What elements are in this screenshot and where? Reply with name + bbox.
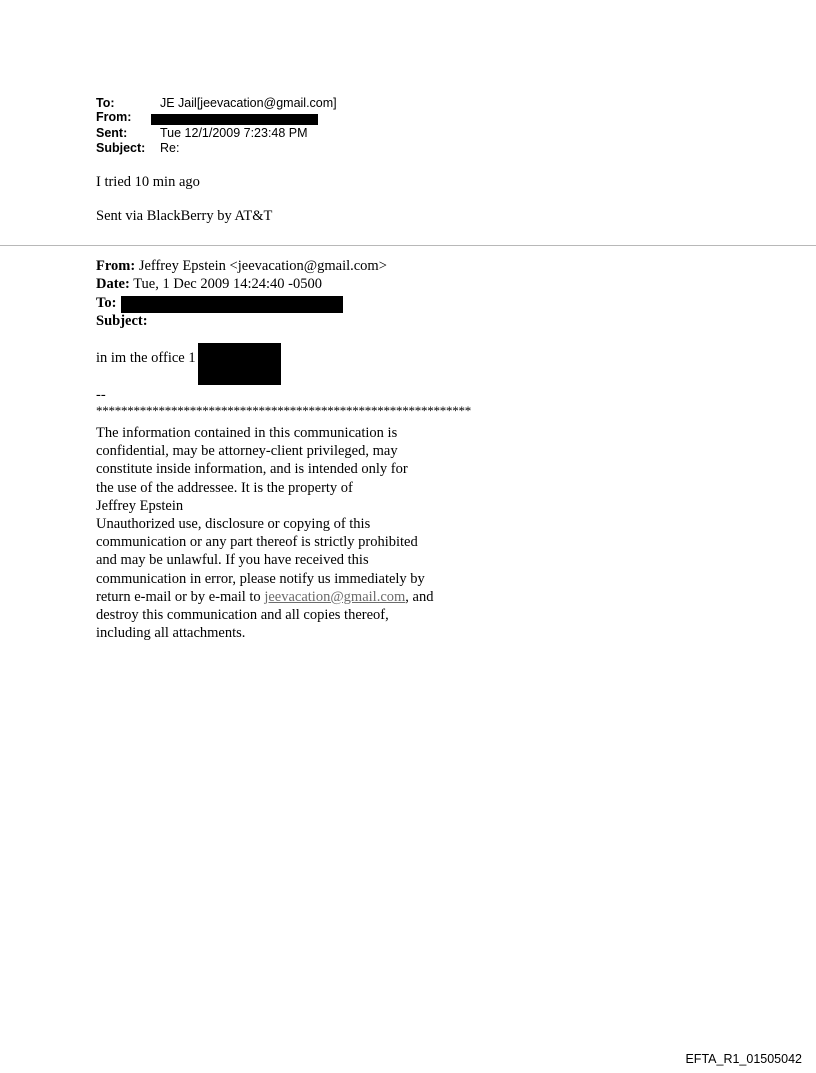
sent-label: Sent:	[96, 126, 128, 140]
disclaimer-line: the use of the addressee. It is the property of	[96, 479, 353, 496]
disclaimer	[96, 424, 433, 642]
subject-value: Re:	[160, 141, 180, 155]
disclaimer-line: constitute inside information, and is intended only for	[96, 461, 408, 478]
reply-line-1: I tried 10 min ago	[96, 174, 200, 190]
to-value: JE Jail[jeevacation@gmail.com]	[160, 96, 337, 110]
disclaimer-line: Unauthorized use, disclosure or copying of this	[96, 516, 371, 533]
redaction-bar	[151, 114, 318, 125]
disclaimer-return-prefix: return e-mail or by e-mail to	[96, 588, 265, 605]
redaction-bar	[198, 343, 281, 385]
message-divider	[0, 245, 816, 246]
disclaimer-return-suffix: , and	[405, 588, 434, 605]
quoted-body: in im the office 1	[96, 350, 196, 366]
quoted-subject-row	[96, 312, 148, 330]
quoted-from-value: Jeffrey Epstein <jeevacation@gmail.com>	[135, 258, 387, 274]
document-id: EFTA_R1_01505042	[685, 1052, 802, 1066]
disclaimer-line: destroy this communication and all copies thereof,	[96, 607, 389, 624]
disclaimer-line: Jeffrey Epstein	[96, 497, 184, 514]
quoted-to-label: To:	[96, 295, 117, 311]
sent-value: Tue 12/1/2009 7:23:48 PM	[160, 126, 308, 140]
email-link[interactable]: jeevacation@gmail.com	[264, 588, 406, 605]
signature-dashes: --	[96, 387, 106, 403]
to-label: To:	[96, 96, 115, 110]
signature-stars: ************************************************************	[96, 403, 471, 418]
disclaimer-line: and may be unlawful. If you have received this	[96, 552, 369, 569]
quoted-from-label: From:	[96, 258, 136, 274]
quoted-to-row	[96, 294, 116, 312]
subject-label: Subject:	[96, 141, 146, 155]
disclaimer-line: confidential, may be attorney-client privileged, may	[96, 443, 398, 460]
disclaimer-line: communication or any part thereof is strictly prohibited	[96, 534, 418, 551]
quoted-from-row	[96, 257, 387, 275]
disclaimer-line-email	[96, 588, 433, 606]
quoted-date-row	[96, 275, 322, 293]
reply-line-2: Sent via BlackBerry by AT&T	[96, 208, 273, 224]
disclaimer-line: communication in error, please notify us immediately by	[96, 570, 425, 587]
disclaimer-line: The information contained in this communication is	[96, 425, 398, 441]
redaction-bar	[121, 296, 343, 313]
from-label: From:	[96, 110, 132, 124]
quoted-date-label: Date:	[96, 276, 130, 292]
quoted-date-value: Tue, 1 Dec 2009 14:24:40 -0500	[129, 276, 322, 292]
disclaimer-line: including all attachments.	[96, 625, 246, 642]
quoted-subject-label: Subject:	[96, 313, 148, 329]
